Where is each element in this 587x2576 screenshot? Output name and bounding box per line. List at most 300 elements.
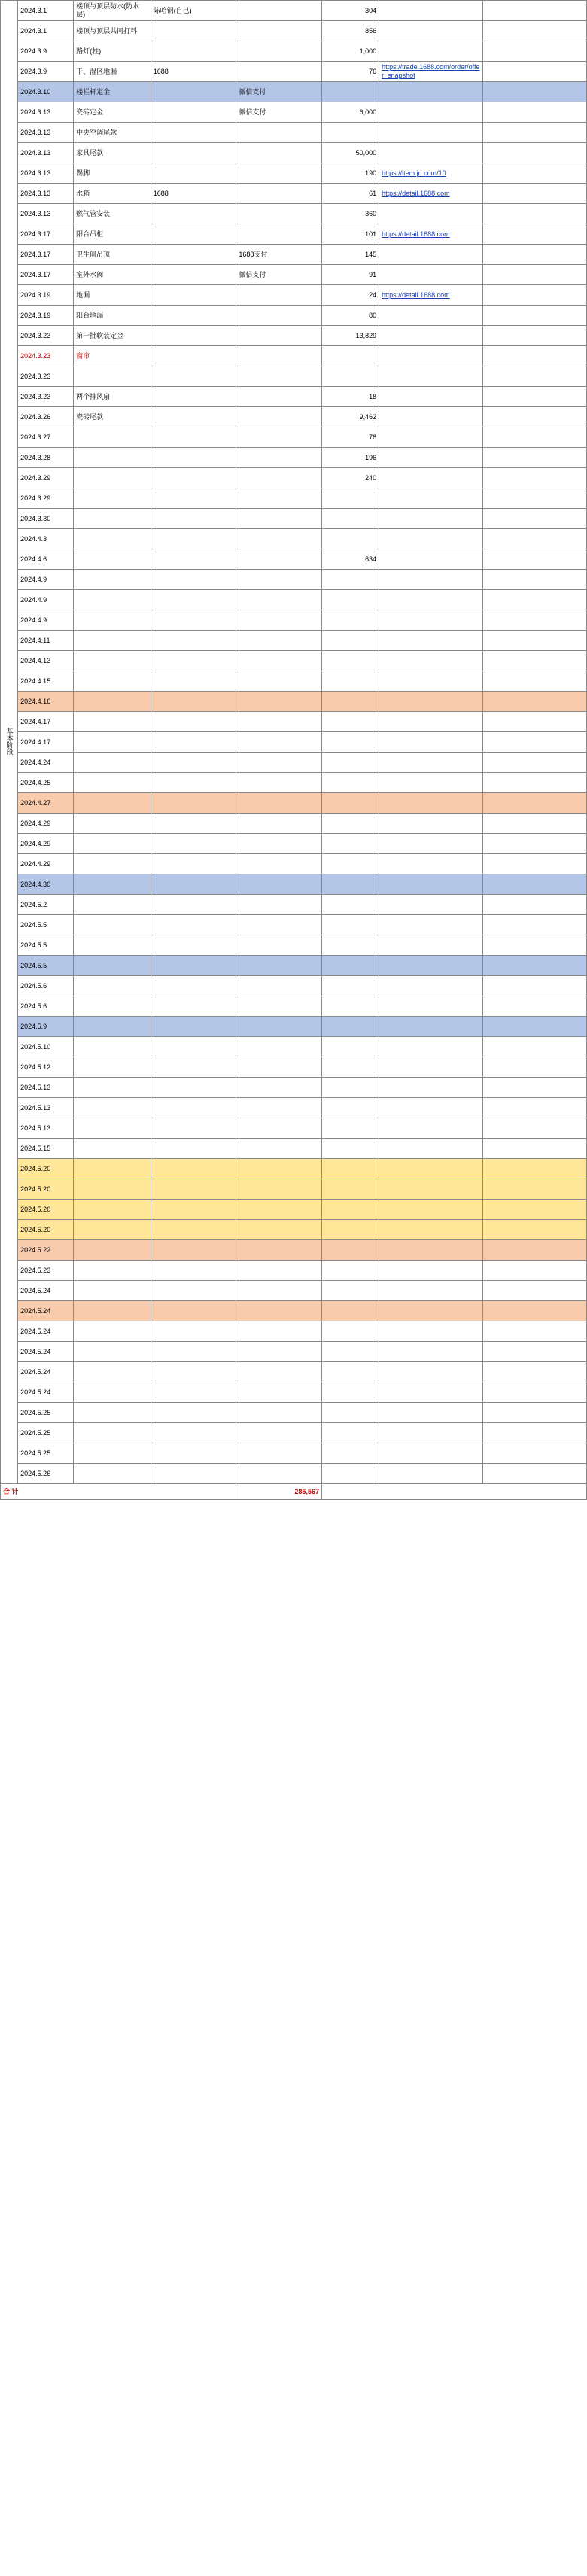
date-cell: 2024.5.6 — [18, 976, 74, 996]
amount-cell — [321, 753, 379, 773]
link-cell[interactable] — [379, 1200, 483, 1220]
link-cell[interactable] — [379, 692, 483, 712]
amount-cell — [321, 1017, 379, 1037]
supplier-cell — [151, 1261, 236, 1281]
item-cell — [74, 874, 151, 895]
payment-cell — [236, 874, 322, 895]
supplier-cell — [151, 1362, 236, 1382]
supplier-cell — [151, 407, 236, 427]
date-cell: 2024.3.9 — [18, 62, 74, 82]
payment-cell — [236, 1098, 322, 1118]
amount-cell — [321, 1464, 379, 1484]
table-row — [1, 814, 587, 834]
supplier-cell — [151, 1098, 236, 1118]
note-cell — [483, 915, 587, 935]
item-cell — [74, 793, 151, 814]
supplier-cell — [151, 651, 236, 671]
payment-cell — [236, 529, 322, 549]
item-cell — [74, 1281, 151, 1301]
link-cell[interactable] — [379, 82, 483, 102]
amount-cell — [321, 712, 379, 732]
link-cell[interactable] — [379, 753, 483, 773]
link-cell[interactable] — [379, 427, 483, 448]
amount-cell — [321, 1240, 379, 1261]
item-cell — [74, 366, 151, 387]
item-cell: 楼顶与顶层防水(防水层) — [74, 1, 151, 21]
link-cell[interactable] — [379, 204, 483, 224]
supplier-cell — [151, 1281, 236, 1301]
payment-cell — [236, 366, 322, 387]
payment-cell — [236, 712, 322, 732]
link-cell[interactable] — [379, 1301, 483, 1321]
item-cell: 地漏 — [74, 285, 151, 306]
note-cell — [483, 1443, 587, 1464]
payment-cell — [236, 1118, 322, 1139]
table-row — [1, 184, 587, 204]
link-cell[interactable] — [379, 935, 483, 956]
table-row — [1, 62, 587, 82]
supplier-cell — [151, 793, 236, 814]
supplier-cell — [151, 468, 236, 488]
table-row — [1, 1057, 587, 1078]
link-cell[interactable] — [379, 1464, 483, 1484]
amount-cell: 304 — [321, 1, 379, 21]
link-cell[interactable] — [379, 265, 483, 285]
table-row — [1, 854, 587, 874]
table-row — [1, 143, 587, 163]
item-cell — [74, 529, 151, 549]
supplier-cell — [151, 590, 236, 610]
link-cell[interactable] — [379, 1423, 483, 1443]
item-cell — [74, 1078, 151, 1098]
link-cell[interactable] — [379, 631, 483, 651]
date-cell: 2024.5.22 — [18, 1240, 74, 1261]
table-row — [1, 1382, 587, 1403]
payment-cell — [236, 834, 322, 854]
link-cell[interactable] — [379, 326, 483, 346]
table-row — [1, 407, 587, 427]
amount-cell — [321, 671, 379, 692]
date-cell: 2024.3.13 — [18, 143, 74, 163]
amount-cell — [321, 1281, 379, 1301]
date-cell: 2024.4.3 — [18, 529, 74, 549]
supplier-cell — [151, 123, 236, 143]
amount-cell: 145 — [321, 245, 379, 265]
link-cell[interactable] — [379, 1017, 483, 1037]
link-cell[interactable] — [379, 1220, 483, 1240]
date-cell: 2024.3.17 — [18, 224, 74, 245]
note-cell — [483, 610, 587, 631]
date-cell: 2024.4.16 — [18, 692, 74, 712]
link-cell[interactable]: https://detail.1688.com — [379, 285, 483, 306]
table-row — [1, 956, 587, 976]
link-cell[interactable] — [379, 874, 483, 895]
link-cell[interactable] — [379, 976, 483, 996]
item-cell — [74, 651, 151, 671]
supplier-cell — [151, 570, 236, 590]
amount-cell — [321, 1118, 379, 1139]
link-cell[interactable] — [379, 549, 483, 570]
link-cell[interactable] — [379, 773, 483, 793]
table-row — [1, 1403, 587, 1423]
link-cell[interactable] — [379, 306, 483, 326]
table-row — [1, 1037, 587, 1057]
link-cell[interactable] — [379, 366, 483, 387]
item-cell — [74, 1362, 151, 1382]
item-cell — [74, 732, 151, 753]
payment-cell — [236, 773, 322, 793]
note-cell — [483, 651, 587, 671]
date-cell: 2024.4.9 — [18, 610, 74, 631]
link-cell[interactable]: https://item.jd.com/10 — [379, 163, 483, 184]
table-row — [1, 1281, 587, 1301]
supplier-cell — [151, 306, 236, 326]
link-cell[interactable] — [379, 1362, 483, 1382]
date-cell: 2024.5.5 — [18, 956, 74, 976]
amount-cell — [321, 1139, 379, 1159]
link-cell[interactable] — [379, 1118, 483, 1139]
item-cell — [74, 1443, 151, 1464]
link-cell[interactable] — [379, 590, 483, 610]
amount-cell — [321, 1403, 379, 1423]
table-row — [1, 1301, 587, 1321]
note-cell — [483, 712, 587, 732]
item-cell — [74, 1464, 151, 1484]
supplier-cell — [151, 1139, 236, 1159]
payment-cell: 1688支付 — [236, 245, 322, 265]
note-cell — [483, 996, 587, 1017]
payment-cell — [236, 935, 322, 956]
supplier-cell — [151, 366, 236, 387]
date-cell: 2024.5.20 — [18, 1200, 74, 1220]
table-row — [1, 1423, 587, 1443]
supplier-cell — [151, 1179, 236, 1200]
table-row — [1, 1118, 587, 1139]
amount-cell — [321, 1301, 379, 1321]
link-cell[interactable] — [379, 1159, 483, 1179]
date-cell: 2024.3.13 — [18, 123, 74, 143]
link-cell[interactable] — [379, 1382, 483, 1403]
table-row — [1, 346, 587, 366]
link-cell[interactable] — [379, 1, 483, 21]
date-cell: 2024.5.25 — [18, 1403, 74, 1423]
item-cell — [74, 854, 151, 874]
date-cell: 2024.3.30 — [18, 509, 74, 529]
link-cell[interactable] — [379, 956, 483, 976]
payment-cell — [236, 549, 322, 570]
payment-cell — [236, 1362, 322, 1382]
item-cell — [74, 834, 151, 854]
date-cell: 2024.4.17 — [18, 732, 74, 753]
supplier-cell — [151, 1220, 236, 1240]
supplier-cell — [151, 834, 236, 854]
amount-cell — [321, 1342, 379, 1362]
date-cell: 2024.3.23 — [18, 366, 74, 387]
link-cell[interactable] — [379, 102, 483, 123]
link-cell[interactable] — [379, 41, 483, 62]
amount-cell — [321, 1078, 379, 1098]
supplier-cell — [151, 21, 236, 41]
table-row — [1, 610, 587, 631]
table-row — [1, 1443, 587, 1464]
link-cell[interactable] — [379, 570, 483, 590]
link-cell[interactable] — [379, 1403, 483, 1423]
amount-cell: 634 — [321, 549, 379, 570]
supplier-cell — [151, 935, 236, 956]
payment-cell — [236, 1057, 322, 1078]
item-cell — [74, 956, 151, 976]
supplier-cell — [151, 163, 236, 184]
date-cell: 2024.4.9 — [18, 590, 74, 610]
note-cell — [483, 590, 587, 610]
link-cell[interactable] — [379, 895, 483, 915]
note-cell — [483, 570, 587, 590]
note-cell — [483, 874, 587, 895]
stage-label-text: 基本阶段 — [5, 727, 14, 755]
supplier-cell — [151, 814, 236, 834]
stage-label — [1, 1, 18, 1484]
supplier-cell — [151, 631, 236, 651]
payment-cell — [236, 1443, 322, 1464]
date-cell: 2024.3.13 — [18, 204, 74, 224]
date-cell: 2024.4.29 — [18, 854, 74, 874]
date-cell: 2024.5.6 — [18, 996, 74, 1017]
table-row — [1, 326, 587, 346]
supplier-cell — [151, 1301, 236, 1321]
date-cell: 2024.4.13 — [18, 651, 74, 671]
amount-cell — [321, 692, 379, 712]
amount-cell — [321, 793, 379, 814]
supplier-cell — [151, 1382, 236, 1403]
amount-cell — [321, 956, 379, 976]
date-cell: 2024.5.20 — [18, 1179, 74, 1200]
item-cell — [74, 1301, 151, 1321]
date-cell: 2024.5.24 — [18, 1342, 74, 1362]
note-cell — [483, 854, 587, 874]
note-cell — [483, 245, 587, 265]
payment-cell — [236, 1220, 322, 1240]
link-cell[interactable] — [379, 529, 483, 549]
note-cell — [483, 1, 587, 21]
table-row — [1, 448, 587, 468]
date-cell: 2024.3.19 — [18, 285, 74, 306]
table-row — [1, 793, 587, 814]
payment-cell — [236, 184, 322, 204]
supplier-cell — [151, 1037, 236, 1057]
table-row — [1, 874, 587, 895]
item-cell: 水箱 — [74, 184, 151, 204]
link-cell[interactable] — [379, 245, 483, 265]
link-cell[interactable] — [379, 610, 483, 631]
amount-cell — [321, 631, 379, 651]
table-row — [1, 895, 587, 915]
note-cell — [483, 387, 587, 407]
date-cell: 2024.5.2 — [18, 895, 74, 915]
link-cell[interactable] — [379, 1179, 483, 1200]
link-cell[interactable] — [379, 1240, 483, 1261]
note-cell — [483, 306, 587, 326]
note-cell — [483, 549, 587, 570]
note-cell — [483, 773, 587, 793]
total-row — [1, 1484, 587, 1500]
supplier-cell — [151, 1423, 236, 1443]
link-cell[interactable] — [379, 996, 483, 1017]
link-cell[interactable] — [379, 793, 483, 814]
supplier-cell — [151, 915, 236, 935]
amount-cell — [321, 854, 379, 874]
note-cell — [483, 123, 587, 143]
link-cell[interactable] — [379, 814, 483, 834]
table-row — [1, 570, 587, 590]
item-cell — [74, 488, 151, 509]
link-cell[interactable] — [379, 1037, 483, 1057]
link-cell[interactable]: https://detail.1688.com — [379, 184, 483, 204]
item-cell — [74, 996, 151, 1017]
item-cell — [74, 1057, 151, 1078]
link-cell[interactable] — [379, 1281, 483, 1301]
amount-cell — [321, 996, 379, 1017]
item-cell: 燃气管安装 — [74, 204, 151, 224]
table-row — [1, 1342, 587, 1362]
link-cell[interactable] — [379, 387, 483, 407]
item-cell: 干、湿区地漏 — [74, 62, 151, 82]
date-cell: 2024.3.1 — [18, 1, 74, 21]
supplier-cell — [151, 204, 236, 224]
supplier-cell — [151, 245, 236, 265]
link-cell[interactable] — [379, 651, 483, 671]
item-cell: 楼顶与顶层共同打料 — [74, 21, 151, 41]
link-cell[interactable] — [379, 915, 483, 935]
supplier-cell — [151, 712, 236, 732]
amount-cell: 6,000 — [321, 102, 379, 123]
link-cell[interactable] — [379, 488, 483, 509]
link-cell[interactable] — [379, 407, 483, 427]
link-cell[interactable] — [379, 509, 483, 529]
link-cell[interactable] — [379, 1443, 483, 1464]
payment-cell — [236, 62, 322, 82]
date-cell: 2024.3.27 — [18, 427, 74, 448]
payment-cell — [236, 895, 322, 915]
link-cell[interactable] — [379, 732, 483, 753]
amount-cell — [321, 610, 379, 631]
item-cell — [74, 915, 151, 935]
amount-cell — [321, 1098, 379, 1118]
date-cell: 2024.3.13 — [18, 163, 74, 184]
amount-cell — [321, 732, 379, 753]
link-cell[interactable] — [379, 834, 483, 854]
link-cell[interactable] — [379, 1321, 483, 1342]
amount-cell — [321, 834, 379, 854]
link-cell[interactable] — [379, 448, 483, 468]
supplier-cell — [151, 854, 236, 874]
note-cell — [483, 224, 587, 245]
table-row — [1, 82, 587, 102]
amount-cell — [321, 488, 379, 509]
supplier-cell — [151, 773, 236, 793]
link-cell[interactable] — [379, 712, 483, 732]
item-cell — [74, 1098, 151, 1118]
date-cell: 2024.5.24 — [18, 1382, 74, 1403]
link-cell[interactable] — [379, 346, 483, 366]
date-cell: 2024.3.13 — [18, 184, 74, 204]
table-row — [1, 753, 587, 773]
amount-cell — [321, 1261, 379, 1281]
link-cell[interactable] — [379, 21, 483, 41]
link-cell[interactable] — [379, 1139, 483, 1159]
note-cell — [483, 1179, 587, 1200]
supplier-cell — [151, 1057, 236, 1078]
table-row — [1, 773, 587, 793]
payment-cell — [236, 427, 322, 448]
note-cell — [483, 814, 587, 834]
supplier-cell — [151, 692, 236, 712]
item-cell: 楼栏杆定金 — [74, 82, 151, 102]
supplier-cell — [151, 1464, 236, 1484]
link-cell[interactable]: https://trade.1688.com/order/offer_snapshot — [379, 62, 483, 82]
item-cell: 瓷砖定金 — [74, 102, 151, 123]
payment-cell — [236, 1200, 322, 1220]
link-cell[interactable] — [379, 1098, 483, 1118]
payment-cell — [236, 1261, 322, 1281]
link-cell[interactable] — [379, 671, 483, 692]
payment-cell — [236, 468, 322, 488]
supplier-cell — [151, 1443, 236, 1464]
item-cell: 路灯(柱) — [74, 41, 151, 62]
link-cell[interactable] — [379, 1261, 483, 1281]
table-row — [1, 1159, 587, 1179]
note-cell — [483, 346, 587, 366]
table-row — [1, 21, 587, 41]
note-cell — [483, 427, 587, 448]
link-cell[interactable] — [379, 143, 483, 163]
amount-cell: 9,462 — [321, 407, 379, 427]
note-cell — [483, 1200, 587, 1220]
link-cell[interactable]: https://detail.1688.com — [379, 224, 483, 245]
payment-cell — [236, 1159, 322, 1179]
link-cell[interactable] — [379, 1078, 483, 1098]
date-cell: 2024.5.23 — [18, 1261, 74, 1281]
amount-cell — [321, 874, 379, 895]
amount-cell: 856 — [321, 21, 379, 41]
amount-cell — [321, 1382, 379, 1403]
link-cell[interactable] — [379, 854, 483, 874]
link-cell[interactable] — [379, 468, 483, 488]
note-cell — [483, 285, 587, 306]
table-row — [1, 590, 587, 610]
supplier-cell — [151, 509, 236, 529]
total-empty — [321, 1484, 586, 1500]
link-cell[interactable] — [379, 123, 483, 143]
item-cell: 室外水阀 — [74, 265, 151, 285]
amount-cell — [321, 1443, 379, 1464]
item-cell — [74, 1179, 151, 1200]
link-cell[interactable] — [379, 1342, 483, 1362]
date-cell: 2024.5.20 — [18, 1159, 74, 1179]
note-cell — [483, 1321, 587, 1342]
table-row — [1, 651, 587, 671]
date-cell: 2024.5.20 — [18, 1220, 74, 1240]
note-cell — [483, 631, 587, 651]
payment-cell: 微信支付 — [236, 102, 322, 123]
note-cell — [483, 326, 587, 346]
note-cell — [483, 1159, 587, 1179]
payment-cell — [236, 1403, 322, 1423]
item-cell — [74, 671, 151, 692]
link-cell[interactable] — [379, 1057, 483, 1078]
note-cell — [483, 976, 587, 996]
table-row — [1, 1362, 587, 1382]
note-cell — [483, 834, 587, 854]
